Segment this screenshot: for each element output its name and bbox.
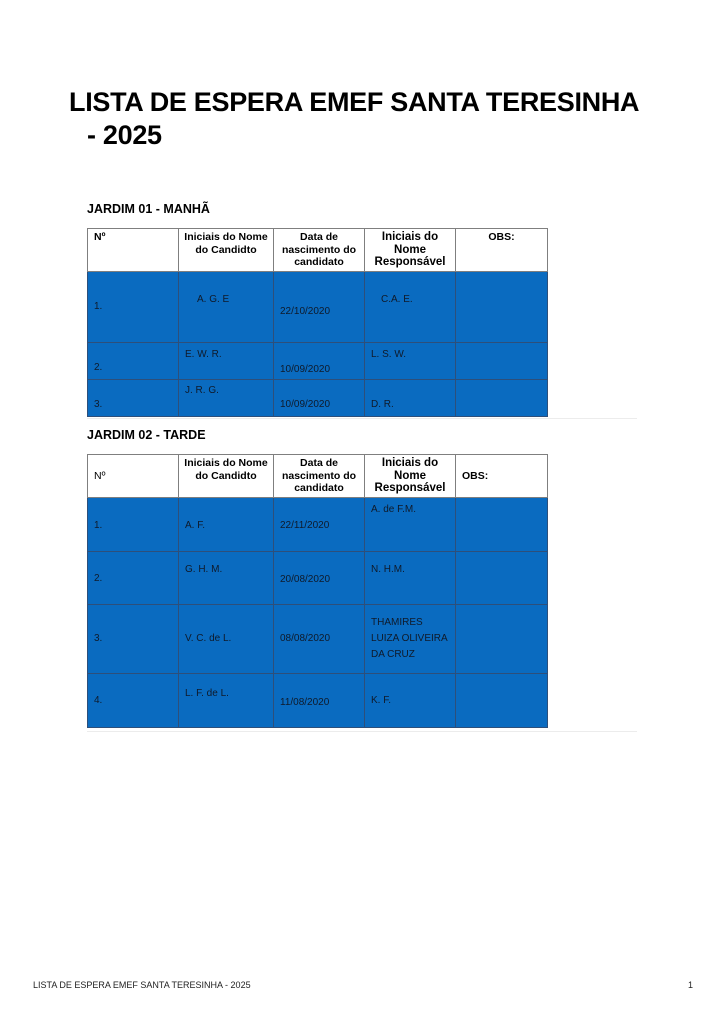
table-header-row xyxy=(88,229,548,272)
row-guardian: A. de F.M. xyxy=(365,497,456,551)
row-birth-date: 11/08/2020 xyxy=(274,673,365,727)
table-row xyxy=(88,673,548,727)
row-birth-date: 10/09/2020 xyxy=(274,342,365,379)
header-guardian-initials: Iniciais do Nome Responsável xyxy=(365,229,456,272)
table-row xyxy=(88,271,548,342)
footer-text: LISTA DE ESPERA EMEF SANTA TERESINHA - 2025 xyxy=(33,980,251,990)
header-guardian-initials: Iniciais do Nome Responsável xyxy=(365,455,456,498)
row-obs xyxy=(456,551,548,604)
header-candidate-initials: Iniciais do Nome do Candidto xyxy=(179,229,274,272)
row-num: 2. xyxy=(88,551,179,604)
table-header-row xyxy=(88,455,548,498)
row-num: 3. xyxy=(88,379,179,416)
row-candidate: E. W. R. xyxy=(179,342,274,379)
table-row xyxy=(88,497,548,551)
waitlist-table-jardim-01 xyxy=(87,228,548,417)
table-row xyxy=(88,342,548,379)
row-birth-date: 08/08/2020 xyxy=(274,604,365,673)
header-obs: OBS: xyxy=(456,229,548,272)
page-number: 1 xyxy=(688,980,694,990)
section-heading-jardim-01: JARDIM 01 - MANHÃ xyxy=(87,202,210,216)
header-birth-date: Data de nascimento do candidato xyxy=(274,229,365,272)
row-num: 1. xyxy=(88,497,179,551)
row-num: 2. xyxy=(88,342,179,379)
section-divider xyxy=(87,418,637,419)
section-heading-jardim-02: JARDIM 02 - TARDE xyxy=(87,428,206,442)
document-title xyxy=(69,86,669,152)
section-divider xyxy=(87,731,637,732)
header-birth-date: Data de nascimento do candidato xyxy=(274,455,365,498)
row-num: 1. xyxy=(88,271,179,342)
row-obs xyxy=(456,271,548,342)
table-row xyxy=(88,551,548,604)
row-guardian: N. H.M. xyxy=(365,551,456,604)
header-num: Nº xyxy=(88,229,179,272)
table-row xyxy=(88,604,548,673)
row-guardian: THAMIRES LUIZA OLIVEIRA DA CRUZ xyxy=(365,604,456,673)
row-birth-date: 22/10/2020 xyxy=(274,271,365,342)
row-candidate: J. R. G. xyxy=(179,379,274,416)
row-candidate: L. F. de L. xyxy=(179,673,274,727)
row-birth-date: 22/11/2020 xyxy=(274,497,365,551)
row-obs xyxy=(456,497,548,551)
document-title-line1: LISTA DE ESPERA EMEF SANTA TERESINHA xyxy=(69,87,640,117)
row-candidate: A. F. xyxy=(179,497,274,551)
table-row xyxy=(88,379,548,416)
row-candidate: G. H. M. xyxy=(179,551,274,604)
row-birth-date: 20/08/2020 xyxy=(274,551,365,604)
row-guardian: D. R. xyxy=(365,379,456,416)
row-obs xyxy=(456,604,548,673)
row-obs xyxy=(456,379,548,416)
document-title-line2: - 2025 xyxy=(87,120,162,150)
header-candidate-initials: Iniciais do Nome do Candidto xyxy=(179,455,274,498)
row-candidate: V. C. de L. xyxy=(179,604,274,673)
row-obs xyxy=(456,673,548,727)
header-obs: OBS: xyxy=(456,455,548,498)
row-candidate: A. G. E xyxy=(179,271,274,342)
waitlist-table-jardim-02 xyxy=(87,454,548,728)
row-guardian: K. F. xyxy=(365,673,456,727)
header-num: Nº xyxy=(88,455,179,498)
row-obs xyxy=(456,342,548,379)
row-num: 3. xyxy=(88,604,179,673)
row-num: 4. xyxy=(88,673,179,727)
row-guardian: L. S. W. xyxy=(365,342,456,379)
row-birth-date: 10/09/2020 xyxy=(274,379,365,416)
row-guardian: C.A. E. xyxy=(365,271,456,342)
